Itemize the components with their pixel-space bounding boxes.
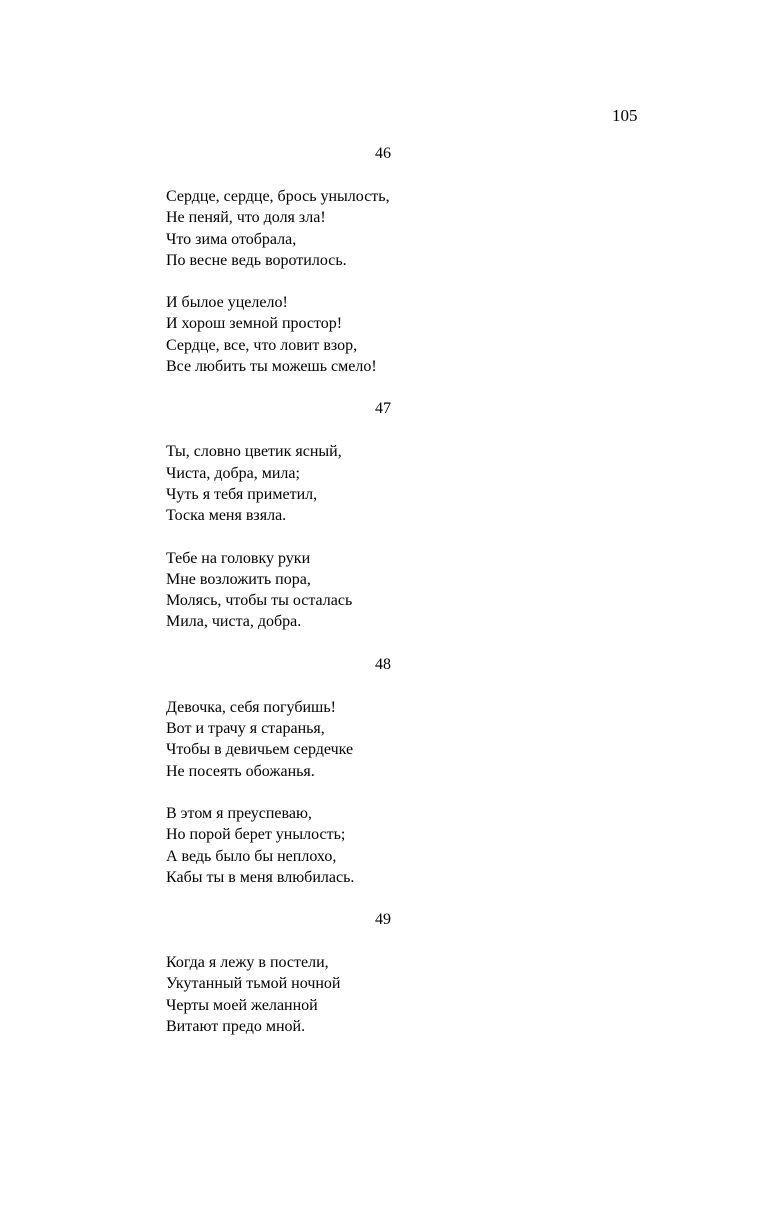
stanza xyxy=(166,803,626,888)
poem-47 xyxy=(166,398,626,632)
stanza xyxy=(166,952,626,1037)
verse-line: Что зима отобрала, xyxy=(166,230,297,248)
verse-line: И хорош земной простор! xyxy=(166,315,343,333)
poem-number: 46 xyxy=(375,145,391,162)
poem-number: 47 xyxy=(375,400,391,418)
verse-line: Витают предо мной. xyxy=(166,1018,306,1036)
stanza xyxy=(166,441,626,526)
stanza xyxy=(166,548,626,633)
verse-line: По весне ведь воротилось. xyxy=(166,251,347,269)
stanza xyxy=(166,292,626,377)
verse-line: Кабы ты в меня влюбилась. xyxy=(166,868,355,886)
verse-line: Когда я лежу в постели, xyxy=(166,954,329,972)
verse-line: Тоска меня взяла. xyxy=(166,507,287,525)
page-content xyxy=(166,143,626,1058)
poem-49 xyxy=(166,909,626,1037)
verse-line: Молясь, чтобы ты осталась xyxy=(166,592,353,610)
verse-line: Но порой берет унылость; xyxy=(166,826,346,844)
verse-line: А ведь было бы неплохо, xyxy=(166,847,337,865)
verse-line: Тебе на головку руки xyxy=(166,549,311,567)
verse-line: Сердце, все, что ловит взор, xyxy=(166,336,358,354)
verse-line: Ты, словно цветик ясный, xyxy=(166,443,342,461)
poem-number: 49 xyxy=(375,911,391,929)
verse-line: Не посеять обожанья. xyxy=(166,762,315,780)
verse-line: Вот и трачу я старанья, xyxy=(166,720,325,738)
verse-line: Чиста, добра, мила; xyxy=(166,464,300,482)
verse-line: И былое уцелело! xyxy=(166,294,288,312)
page-number: 105 xyxy=(612,106,638,125)
stanza xyxy=(166,697,626,782)
verse-line: Девочка, себя погубишь! xyxy=(166,698,336,716)
verse-line: Чуть я тебя приметил, xyxy=(166,485,318,503)
verse-line: В этом я преуспеваю, xyxy=(166,804,312,822)
poem-46 xyxy=(166,143,626,377)
verse-line: Мне возложить пора, xyxy=(166,570,311,588)
verse-line: Мила, чиста, добра. xyxy=(166,613,302,631)
verse-line: Укутанный тьмой ночной xyxy=(166,975,341,993)
poem-number: 48 xyxy=(375,655,391,673)
stanza xyxy=(166,186,626,271)
verse-line: Сердце, сердце, брось унылость, xyxy=(166,188,390,205)
verse-line: Черты моей желанной xyxy=(166,996,318,1014)
verse-line: Не пеняй, что доля зла! xyxy=(166,209,326,227)
verse-line: Все любить ты можешь смело! xyxy=(166,358,377,376)
verse-line: Чтобы в девичьем сердечке xyxy=(166,741,354,759)
poem-48 xyxy=(166,654,626,888)
